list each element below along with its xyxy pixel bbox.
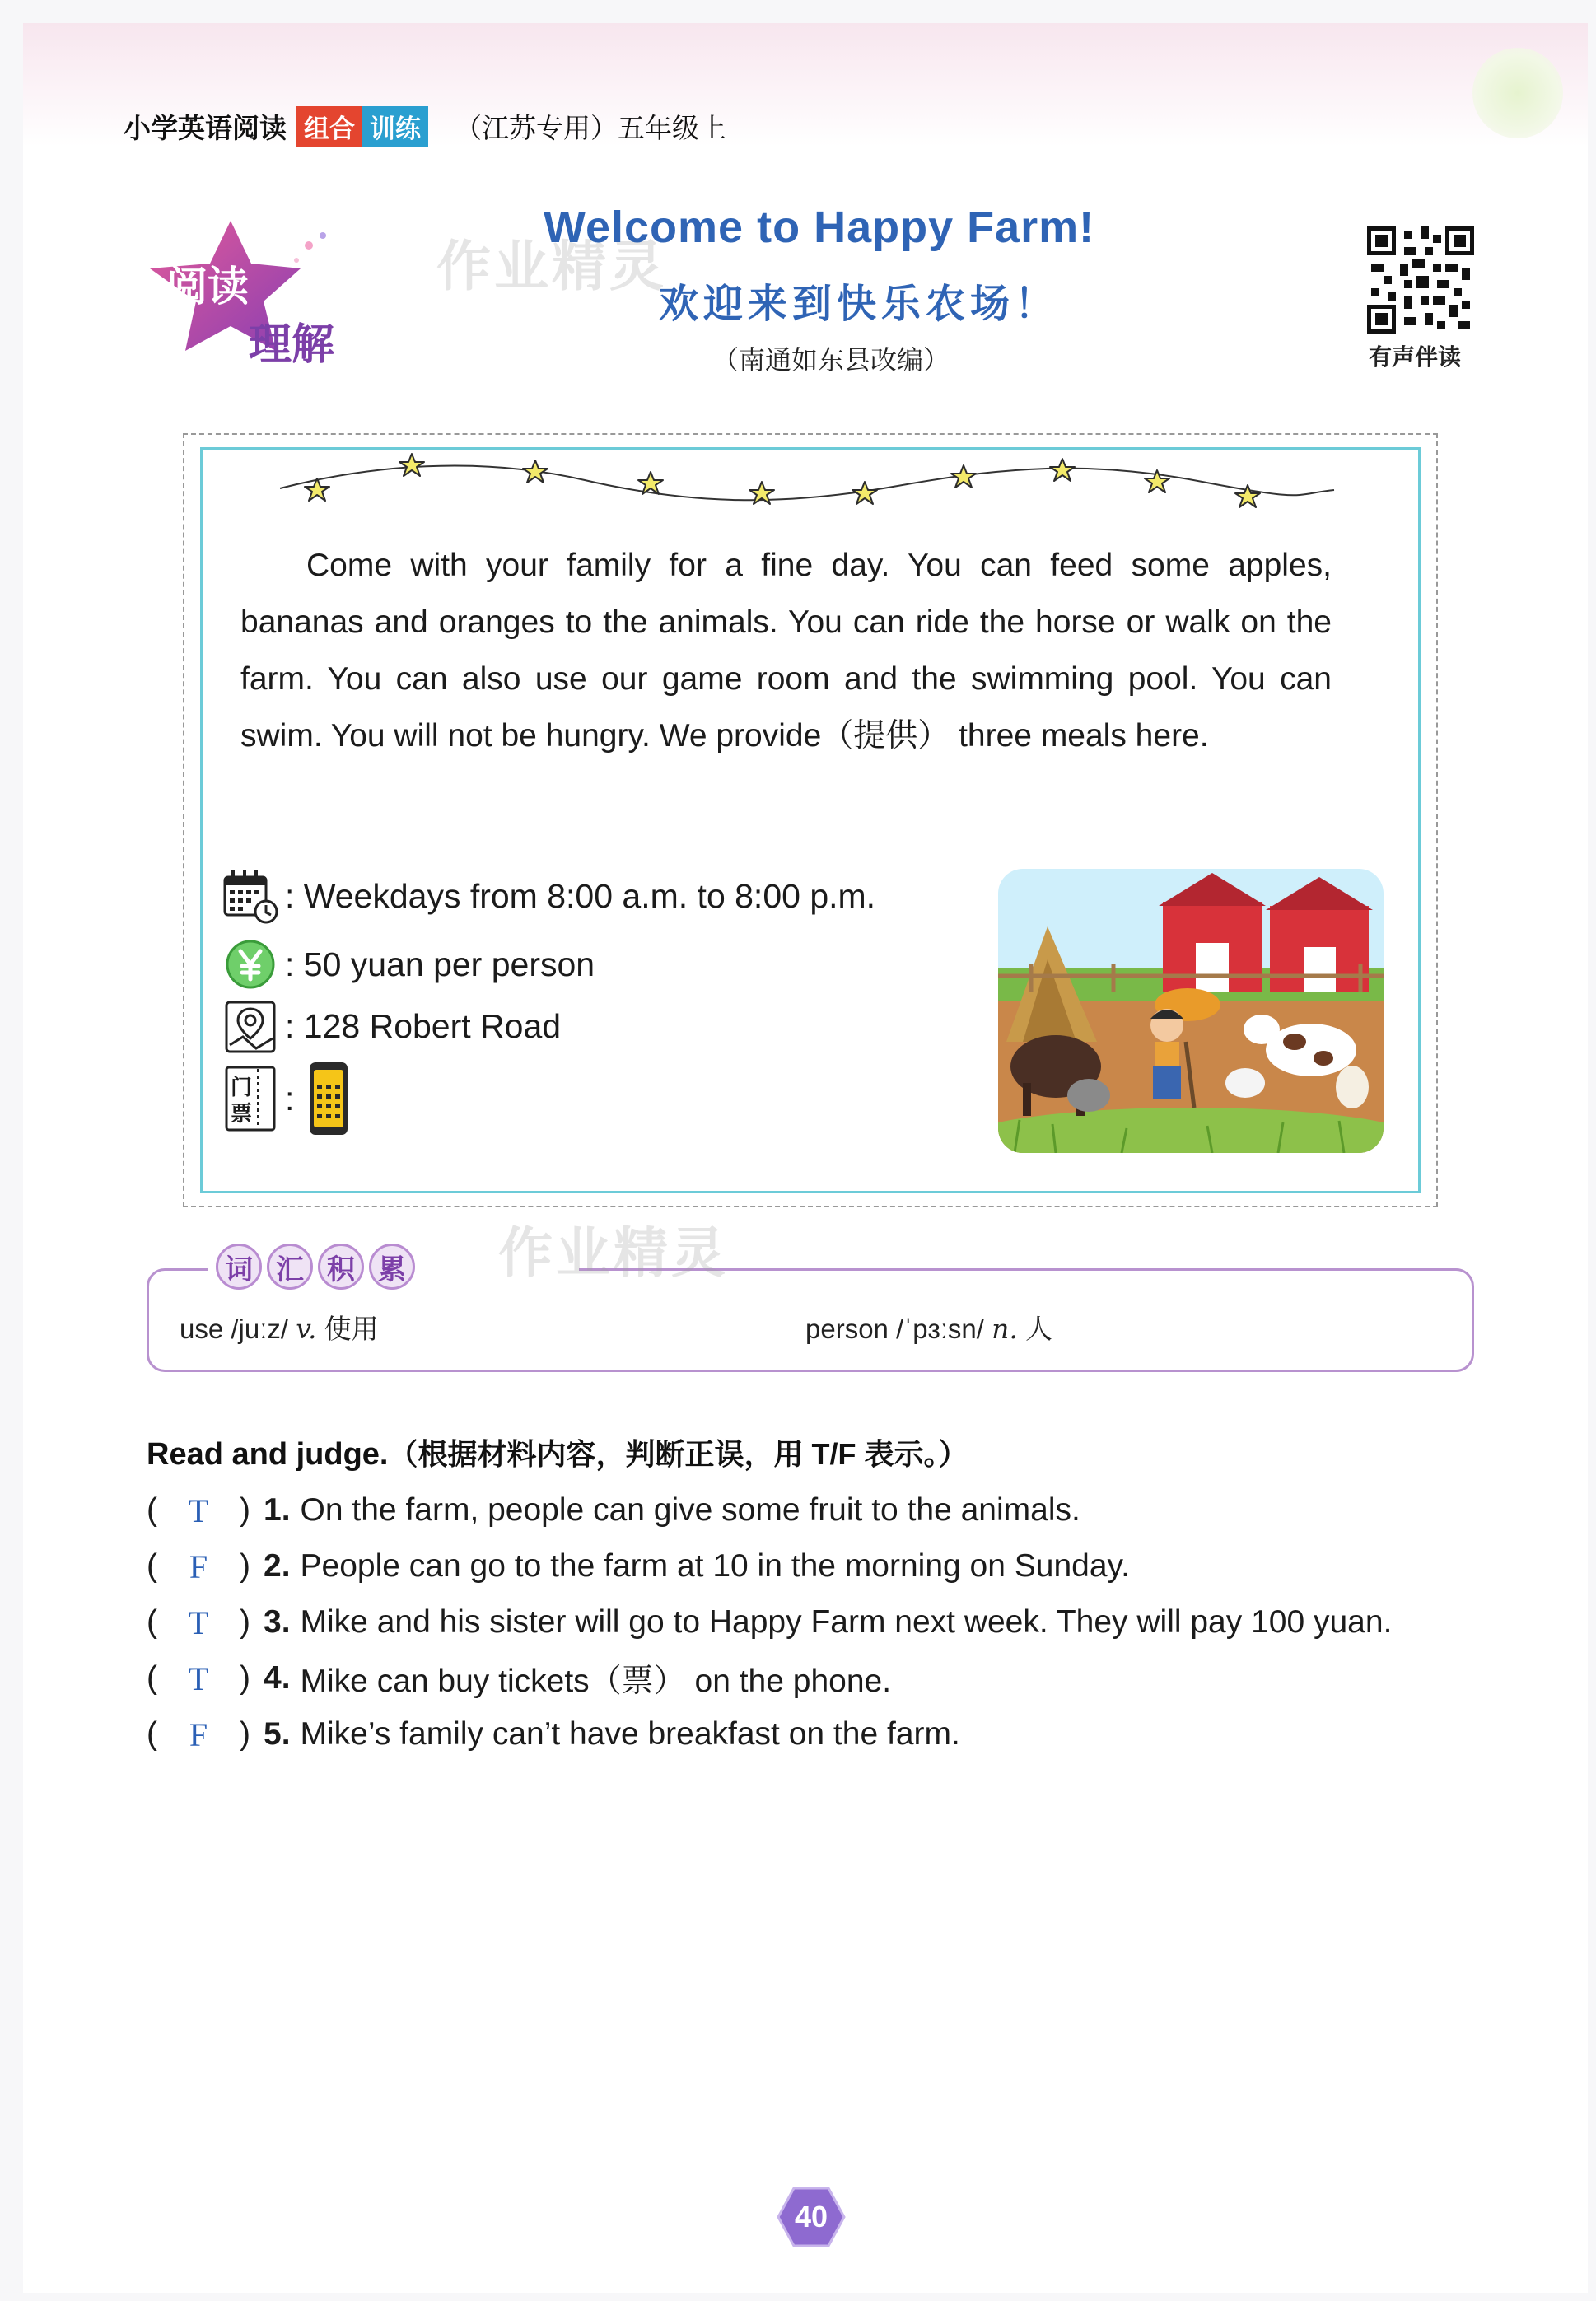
series-title: 小学英语阅读 bbox=[124, 112, 287, 143]
price-text: : 50 yuan per person bbox=[285, 945, 595, 983]
answer-slot[interactable]: ( T ) bbox=[147, 1491, 250, 1529]
farm-illustration bbox=[998, 869, 1384, 1153]
instruction-zh: （根据材料内容，判断正误，用 T/F 表示。） bbox=[388, 1437, 968, 1471]
vocab-pos: v. bbox=[296, 1313, 317, 1345]
question-number: 3. bbox=[264, 1604, 291, 1640]
hours-text: : Weekdays from 8:00 a.m. to 8:00 p.m. bbox=[285, 876, 876, 915]
yuan-coin-icon bbox=[221, 935, 280, 994]
vocab-word: use bbox=[180, 1314, 224, 1344]
question-text: Mike and his sister will go to Happy Farm next week. They will pay 100 yuan. bbox=[300, 1604, 1393, 1640]
question-number: 5. bbox=[264, 1716, 291, 1752]
question-number: 4. bbox=[264, 1660, 291, 1696]
watermark: 作业精灵 bbox=[436, 236, 667, 296]
watermark: 作业精灵 bbox=[498, 1222, 729, 1283]
answer-mark: T bbox=[188, 1659, 209, 1697]
answer-slot[interactable]: ( F ) bbox=[147, 1547, 250, 1585]
info-tickets bbox=[221, 1069, 358, 1128]
section-label-reading: 阅读 bbox=[166, 264, 249, 310]
passage-title: Welcome to Happy Farm! bbox=[544, 203, 1095, 252]
question-item bbox=[147, 1706, 1392, 1762]
vocab-title-char: 汇 bbox=[267, 1244, 313, 1290]
section-label-comprehension: 理解 bbox=[249, 321, 335, 369]
passage-text bbox=[240, 537, 1332, 764]
info-hours bbox=[221, 866, 875, 926]
question-text: Mike’s family can’t have breakfast on the farm. bbox=[300, 1716, 960, 1752]
answer-slot[interactable]: ( T ) bbox=[147, 1659, 250, 1697]
page-number-badge bbox=[777, 2187, 846, 2247]
answer-mark: T bbox=[188, 1603, 209, 1641]
series-badge bbox=[296, 106, 428, 147]
calendar-clock-icon bbox=[221, 866, 280, 926]
vocab-phonetic: /ˈpɜːsn/ bbox=[896, 1314, 984, 1344]
vocab-title bbox=[216, 1244, 415, 1290]
star-garland-decoration bbox=[272, 449, 1342, 523]
ticket-separator: : bbox=[285, 1079, 295, 1118]
answer-mark: F bbox=[189, 1715, 208, 1753]
vocab-title-char: 积 bbox=[318, 1244, 364, 1290]
question-text: On the farm, people can give some fruit to the animals. bbox=[300, 1492, 1080, 1528]
badge-training: 训练 bbox=[362, 106, 428, 147]
map-pin-icon bbox=[221, 996, 280, 1056]
page-number: 40 bbox=[794, 2200, 828, 2233]
corner-decoration bbox=[1472, 48, 1563, 138]
question-text: Mike can buy tickets（票） on the phone. bbox=[300, 1664, 892, 1699]
qr-code-icon[interactable] bbox=[1367, 226, 1474, 334]
question-item bbox=[147, 1538, 1392, 1594]
badge-combo: 组合 bbox=[296, 106, 362, 147]
question-item bbox=[147, 1594, 1392, 1650]
question-number: 2. bbox=[264, 1548, 291, 1584]
answer-slot[interactable]: ( F ) bbox=[147, 1715, 250, 1753]
qr-label: 有声伴读 bbox=[1369, 344, 1462, 370]
vocab-meaning: 人 bbox=[1025, 1313, 1053, 1345]
passage-title-zh: 欢迎来到快乐农场！ bbox=[659, 282, 1060, 326]
question-text: People can go to the farm at 10 in the morning on Sunday. bbox=[300, 1548, 1130, 1584]
answer-mark: F bbox=[189, 1547, 208, 1585]
address-text: : 128 Robert Road bbox=[285, 1006, 562, 1045]
question-instruction bbox=[147, 1431, 968, 1473]
vocab-pos: n. bbox=[992, 1313, 1018, 1345]
vocab-entry-person bbox=[805, 1308, 1052, 1347]
question-item bbox=[147, 1650, 1392, 1706]
answer-slot[interactable]: ( T ) bbox=[147, 1603, 250, 1641]
passage-source: （南通如东县改编） bbox=[712, 344, 950, 376]
book-header bbox=[124, 105, 726, 147]
instruction-en: Read and judge. bbox=[147, 1437, 389, 1472]
section-logo bbox=[140, 212, 354, 369]
question-number: 1. bbox=[264, 1492, 291, 1528]
ticket-icon-text: 门票 bbox=[230, 1075, 252, 1126]
vocab-title-char: 词 bbox=[216, 1244, 262, 1290]
mobile-phone-icon bbox=[299, 1069, 358, 1128]
vocab-word: person bbox=[805, 1314, 889, 1344]
passage-paragraph: Come with your family for a fine day. You can feed some apples, bananas and oranges to the animals. You can ride the horse or walk on the farm. You can also use our game room and the swimming pool. You can swim. You will not be hungry. We provide（提供） three meals here. bbox=[240, 548, 1332, 754]
vocab-title-char: 累 bbox=[369, 1244, 415, 1290]
question-item bbox=[147, 1482, 1392, 1538]
vocab-phonetic: /juːz/ bbox=[231, 1314, 289, 1344]
answer-mark: T bbox=[188, 1491, 209, 1529]
edition-label: （江苏专用）五年级上 bbox=[455, 112, 726, 143]
vocab-entry-use bbox=[180, 1308, 379, 1347]
info-address bbox=[221, 996, 561, 1056]
info-price bbox=[221, 935, 595, 994]
vocab-meaning: 使用 bbox=[324, 1313, 379, 1345]
question-list bbox=[147, 1482, 1392, 1762]
